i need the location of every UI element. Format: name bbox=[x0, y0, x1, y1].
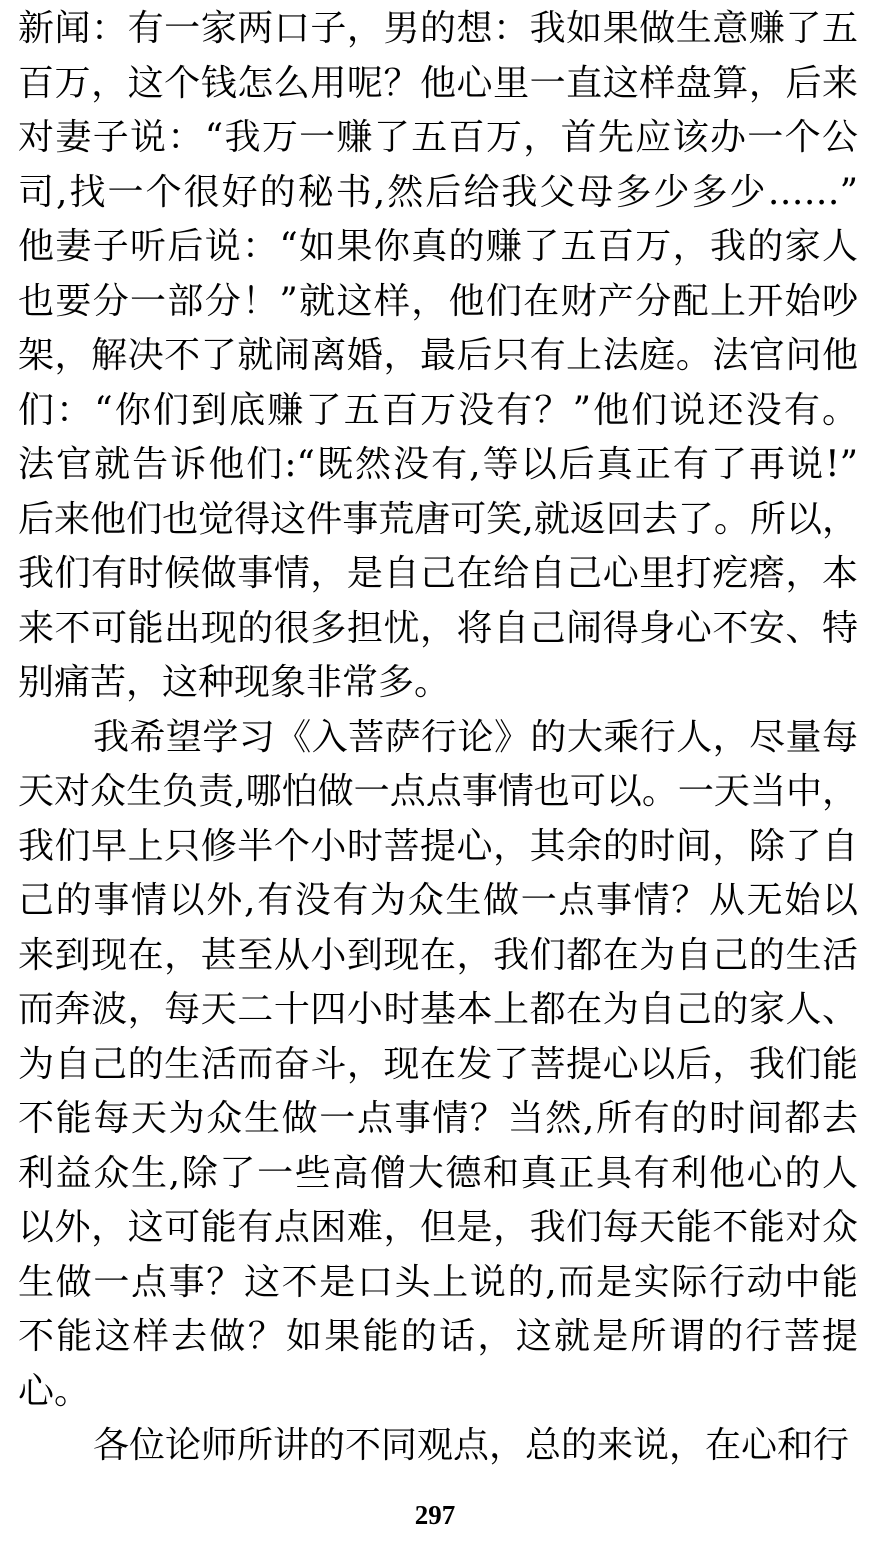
text-line: 后来他们也觉得这件事荒唐可笑,就返回去了。所以， bbox=[18, 498, 858, 540]
body-text bbox=[18, 2, 858, 1474]
text-line: 天对众生负责,哪怕做一点点事情也可以。一天当中， bbox=[18, 771, 858, 812]
text-line: 不能这样去做？如果能的话，这就是所谓的行菩提 bbox=[18, 1316, 858, 1357]
text-line: 架，解决不了就闹离婚，最后只有上法庭。法官问他 bbox=[18, 335, 858, 376]
text-line: 以外，这可能有点困难，但是，我们每天能不能对众 bbox=[18, 1207, 858, 1248]
text-line: 别痛苦，这种现象非常多。 bbox=[18, 662, 451, 703]
text-line: 对妻子说：“我万一赚了五百万，首先应该办一个公 bbox=[18, 117, 858, 158]
text-line: 不能每天为众生做一点事情？当然,所有的时间都去 bbox=[18, 1098, 858, 1139]
text-line: 心。 bbox=[18, 1370, 91, 1412]
text-line: 司,找一个很好的秘书,然后给我父母多少多少……” bbox=[18, 171, 858, 213]
text-line: 来到现在，甚至从小到现在，我们都在为自己的生活 bbox=[18, 934, 858, 976]
text-line: 百万，这个钱怎么用呢？他心里一直这样盘算，后来 bbox=[18, 62, 858, 104]
text-line: 他妻子听后说：“如果你真的赚了五百万，我的家人 bbox=[18, 226, 858, 267]
text-line: 法官就告诉他们:“既然没有,等以后真正有了再说!” bbox=[18, 444, 858, 485]
text-line: 我们早上只修半个小时菩提心，其余的时间，除了自 bbox=[18, 825, 858, 867]
paragraph bbox=[18, 1419, 858, 1474]
page-number: 297 bbox=[414, 1500, 456, 1530]
text-line: 利益众生,除了一些高僧大德和真正具有利他心的人 bbox=[18, 1152, 858, 1194]
text-line: 我希望学习《入菩萨行论》的大乘行人，尽量每 bbox=[93, 716, 858, 758]
paragraph bbox=[18, 711, 858, 1420]
text-line: 而奔波，每天二十四小时基本上都在为自己的家人、 bbox=[18, 989, 858, 1030]
text-line: 我们有时候做事情，是自己在给自己心里打疙瘩，本 bbox=[18, 553, 858, 594]
text-line: 各位论师所讲的不同观点，总的来说，在心和行 bbox=[93, 1425, 850, 1466]
text-line: 也要分一部分！”就这样，他们在财产分配上开始吵 bbox=[18, 280, 858, 322]
text-line: 们：“你们到底赚了五百万没有？”他们说还没有。 bbox=[18, 389, 858, 431]
text-line: 生做一点事？这不是口头上说的,而是实际行动中能 bbox=[18, 1261, 858, 1303]
text-line: 为自己的生活而奋斗，现在发了菩提心以后，我们能 bbox=[18, 1043, 858, 1085]
text-line: 己的事情以外,有没有为众生做一点事情？从无始以 bbox=[18, 880, 858, 921]
text-line: 来不可能出现的很多担忧，将自己闹得身心不安、特 bbox=[18, 607, 858, 649]
text-line: 新闻：有一家两口子，男的想：我如果做生意赚了五 bbox=[18, 8, 858, 49]
paragraph bbox=[18, 2, 858, 711]
